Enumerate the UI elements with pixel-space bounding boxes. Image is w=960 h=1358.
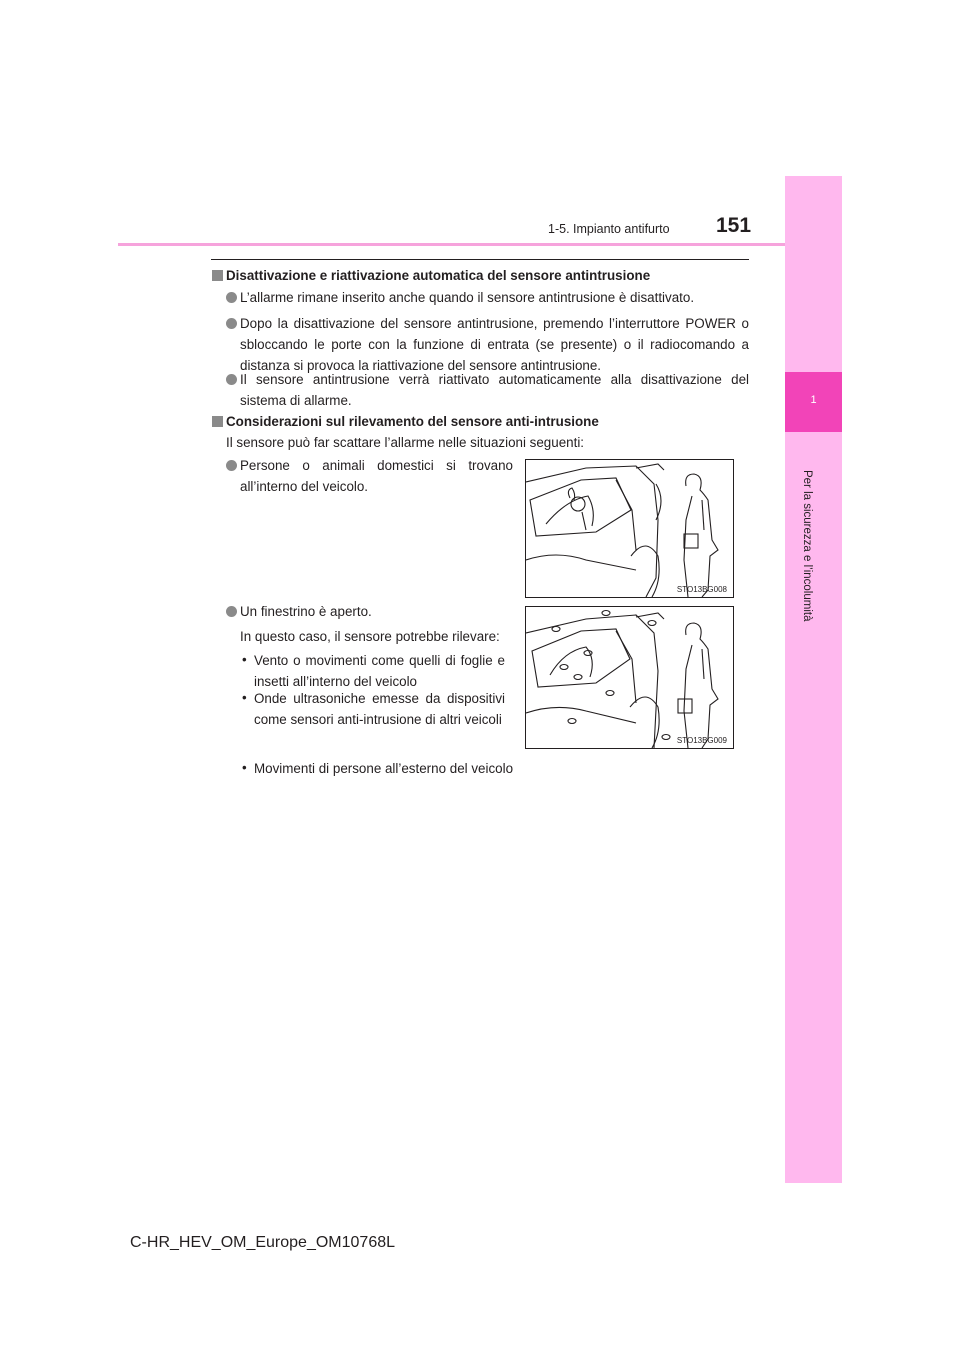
sub-bullet: • bbox=[242, 760, 247, 775]
list-item: L’allarme rimane inserito anche quando il sensore antintrusione è disattivato. bbox=[240, 290, 695, 305]
round-bullet-icon bbox=[226, 292, 237, 303]
sub-list-item: Movimenti di persone all’esterno del veicolo bbox=[254, 761, 514, 776]
chapter-title: Per la sicurezza e l’incolumità bbox=[801, 470, 813, 622]
section-heading: Considerazioni sul rilevamento del sensore anti-intrusione bbox=[226, 414, 599, 429]
page-number: 151 bbox=[716, 214, 752, 237]
round-bullet-icon bbox=[226, 318, 237, 329]
round-bullet-icon bbox=[226, 460, 237, 471]
sub-list-item: Vento o movimenti come quelli di foglie e insetti all’interno del veicolo bbox=[254, 653, 505, 689]
round-bullet-icon bbox=[226, 606, 237, 617]
header-rule bbox=[118, 243, 785, 246]
car-with-leaves-drawing bbox=[526, 607, 733, 748]
illustration-dog-in-car bbox=[525, 459, 734, 598]
chapter-side-tab bbox=[785, 176, 842, 1183]
round-bullet-icon bbox=[226, 374, 237, 385]
illustration-open-window bbox=[525, 606, 734, 749]
figure-code: STO13BG009 bbox=[676, 736, 727, 745]
sub-bullet: • bbox=[242, 690, 247, 705]
content-divider bbox=[211, 259, 749, 260]
document-id-footer: C-HR_HEV_OM_Europe_OM10768L bbox=[130, 1234, 396, 1251]
list-item-detail: In questo caso, il sensore potrebbe rilevare: bbox=[240, 629, 500, 644]
figure-code: STO13BG008 bbox=[676, 585, 727, 594]
car-with-dog-drawing bbox=[526, 460, 733, 597]
list-item: Il sensore antintrusione verrà riattivato automaticamente alla disattivazione del sistema di allarme. bbox=[240, 372, 749, 408]
sub-list-item: Onde ultrasoniche emesse da dispositivi come sensori anti-intrusione di altri veicoli bbox=[254, 691, 505, 727]
section-heading: Disattivazione e riattivazione automatica del sensore antintrusione bbox=[226, 268, 651, 283]
list-item: Persone o animali domestici si trovano all’interno del veicolo. bbox=[240, 458, 513, 494]
list-item: Un finestrino è aperto. bbox=[240, 604, 372, 619]
list-item: Dopo la disattivazione del sensore antintrusione, premendo l’interruttore POWER o sbloccando le porte con la funzione di entrata (se presente) o il radiocomando a distanza si provoca la riattivazione del sensore antintrusione. bbox=[240, 316, 749, 373]
section-intro: Il sensore può far scattare l’allarme nelle situazioni seguenti: bbox=[226, 435, 585, 450]
chapter-number: 1 bbox=[810, 394, 817, 406]
sub-bullet: • bbox=[242, 652, 247, 667]
square-bullet-icon bbox=[212, 270, 223, 281]
chapter-number-tab bbox=[785, 372, 842, 432]
section-title: 1-5. Impianto antifurto bbox=[548, 222, 670, 236]
square-bullet-icon bbox=[212, 416, 223, 427]
